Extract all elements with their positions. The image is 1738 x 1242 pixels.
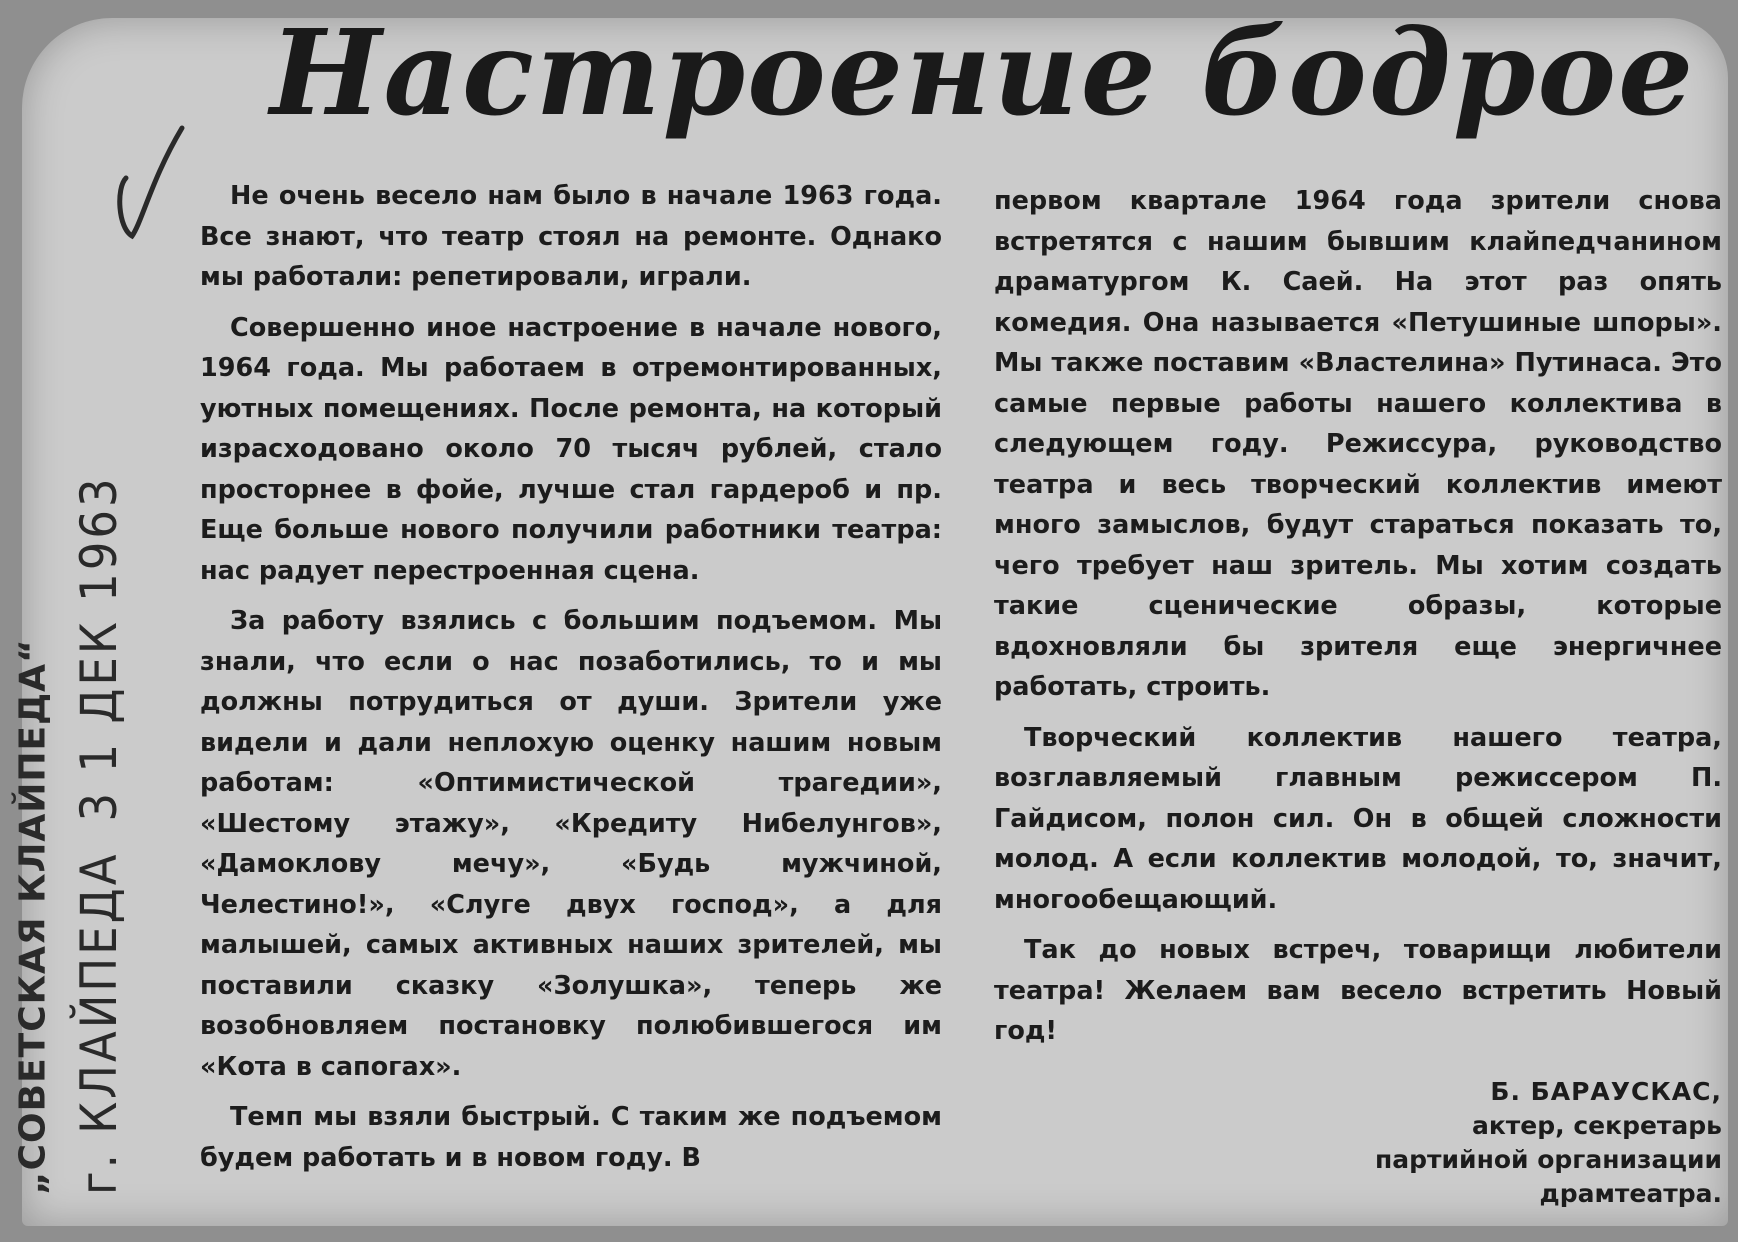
article-paragraph: Так до новых встреч, товарищи любители театра! Желаем вам весело встретить Новый год! — [994, 935, 1722, 1046]
stamp-city: г. КЛАЙПЕДА — [70, 851, 128, 1195]
stamp-city-date — [70, 275, 128, 1195]
author-role: актер, секретарь — [1471, 1111, 1722, 1140]
article-paragraph: Творческий коллектив нашего театра, возглавляемый главным режиссером П. Гайдисом, полон сил. Он в общей сложности молод. А если коллектив молодой, то, значит, многообещающий. — [994, 722, 1722, 915]
archive-stamp — [10, 275, 128, 1195]
article-paragraph: За работу взялись с большим подъемом. Мы знали, что если о нас позаботились, то и мы должны потрудиться от души. Зрители уже видели и дали неплохую оценку нашим новым работам: «Оптимистической трагедии», «Шестому этажу», «Кредиту Нибелунгов», «Дамоклову мечу», «Будь мужчиной, Челестино!», «Слуге двух господ», а для малышей, самых активных наших зрителей, мы поставили сказку «Золушка», теперь же возобновляем постановку полюбившегося им «Кота в сапогах». — [200, 606, 942, 1082]
article-column-left — [200, 176, 942, 1188]
stamp-newspaper-name: „СОВЕТСКАЯ КЛАЙПЕДА“ — [12, 638, 54, 1195]
author-organization: партийной организации — [1375, 1145, 1722, 1174]
handwritten-check-mark — [112, 118, 192, 258]
article-title: Настроение бодрое — [270, 3, 1696, 142]
author-name: Б. БАРАУСКАС, — [1490, 1077, 1722, 1106]
author-signature — [1375, 1075, 1722, 1211]
author-theatre: драмтеатра. — [1539, 1179, 1722, 1208]
article-paragraph: Не очень весело нам было в начале 1963 года. Все знают, что театр стоял на ремонте. Однако мы работали: репетировали, играли. — [200, 181, 942, 292]
article-paragraph: Совершенно иное настроение в начале нового, 1964 года. Мы работаем в отремонтированных, уютных помещениях. После ремонта, на который израсходовано около 70 тысяч рублей, стало просторнее в фойе, лучше стал гардероб и пр. Еще больше нового получили работники театра: нас радует перестроенная сцена. — [200, 312, 942, 586]
article-paragraph: Темп мы взяли быстрый. С таким же подъемом будем работать и в новом году. В — [200, 1102, 942, 1173]
article-paragraph: первом квартале 1964 года зрители снова встретятся с нашим бывшим клайпедчанином драматургом К. Саей. На этот раз опять комедия. Она называется «Петушиные шпоры». Мы также поставим «Властелина» Путинаса. Это самые первые работы нашего коллектива в следующем году. Режиссура, руководство театра и весь творческий коллектив имеют много замыслов, будут стараться показать то, чего требует наш зритель. Мы хотим создать такие сценические образы, которые вдохновляли бы зрителя еще энергичнее работать, строить. — [994, 186, 1722, 702]
stamp-date: 3 1 ДЕК 1963 — [70, 475, 128, 822]
article-column-right — [994, 181, 1722, 1062]
